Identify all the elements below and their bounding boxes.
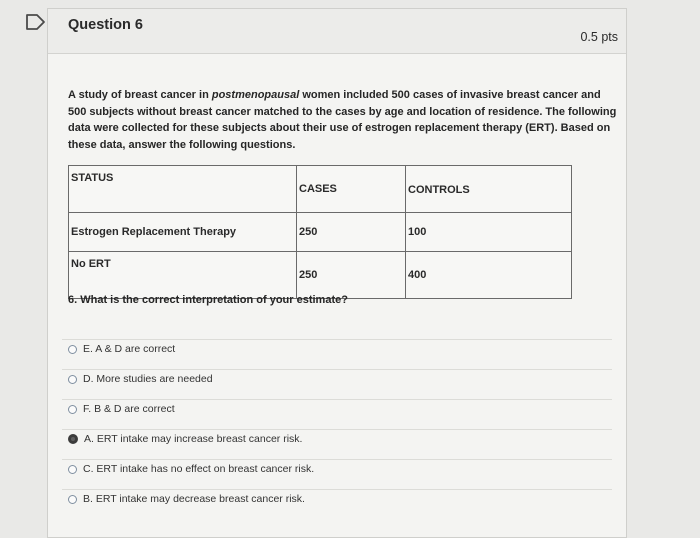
answer-label: F. B & D are correct [83, 403, 175, 415]
table-header-cell: CONTROLS [406, 166, 572, 213]
radio-button[interactable] [68, 495, 77, 504]
stem-text-emphasis: postmenopausal [211, 89, 300, 101]
radio-button[interactable] [68, 375, 77, 384]
table-header-row [69, 166, 572, 213]
table-cell: 250 [297, 252, 406, 299]
divider [62, 339, 612, 340]
table-header-cell: CASES [297, 166, 406, 213]
question-title: Question 6 [68, 17, 143, 33]
table-cell: 100 [406, 213, 572, 252]
divider [62, 459, 612, 460]
radio-button-selected[interactable] [68, 434, 78, 444]
answer-label: E. A & D are correct [83, 343, 176, 355]
answer-option[interactable] [68, 401, 175, 417]
stem-text-start: A study of breast cancer in [68, 89, 212, 101]
divider [62, 399, 612, 400]
answer-label: B. ERT intake may decrease breast cancer risk. [83, 493, 305, 505]
followup-question: 6. What is the correct interpretation of your estimate? [68, 294, 348, 306]
table-cell: 400 [406, 252, 572, 299]
table-header-cell: STATUS [69, 166, 297, 213]
flag-question-icon[interactable] [25, 13, 47, 31]
table-row [69, 213, 572, 252]
divider [62, 489, 612, 490]
table-row [69, 252, 572, 299]
stem-text-end: women included 500 cases of invasive breast cancer and 500 subjects without breast cancer matched to the cases by age and location of residence. The following data were collected for these subjects about their use of estrogen replacement therapy (ERT). Based on these data, answer the following questions. [68, 89, 617, 151]
question-points: 0.5 pts [580, 30, 618, 44]
answer-label: D. More studies are needed [83, 373, 213, 385]
radio-button[interactable] [68, 345, 77, 354]
table-cell: No ERT [69, 252, 297, 299]
answer-option[interactable] [68, 341, 175, 357]
answer-option[interactable] [68, 371, 213, 387]
divider [62, 369, 612, 370]
table-cell: 250 [297, 213, 406, 252]
table-cell: Estrogen Replacement Therapy [69, 213, 297, 252]
data-table [68, 165, 572, 299]
radio-button[interactable] [68, 405, 77, 414]
question-card [47, 8, 627, 538]
question-header [48, 9, 626, 54]
answer-option[interactable] [68, 491, 305, 507]
answer-label: C. ERT intake has no effect on breast cancer risk. [83, 463, 315, 475]
divider [62, 429, 612, 430]
question-stem [68, 87, 620, 153]
answer-option[interactable] [68, 461, 314, 477]
answer-option-selected[interactable] [68, 431, 302, 447]
answer-label: A. ERT intake may increase breast cancer risk. [84, 433, 303, 445]
radio-button[interactable] [68, 465, 77, 474]
